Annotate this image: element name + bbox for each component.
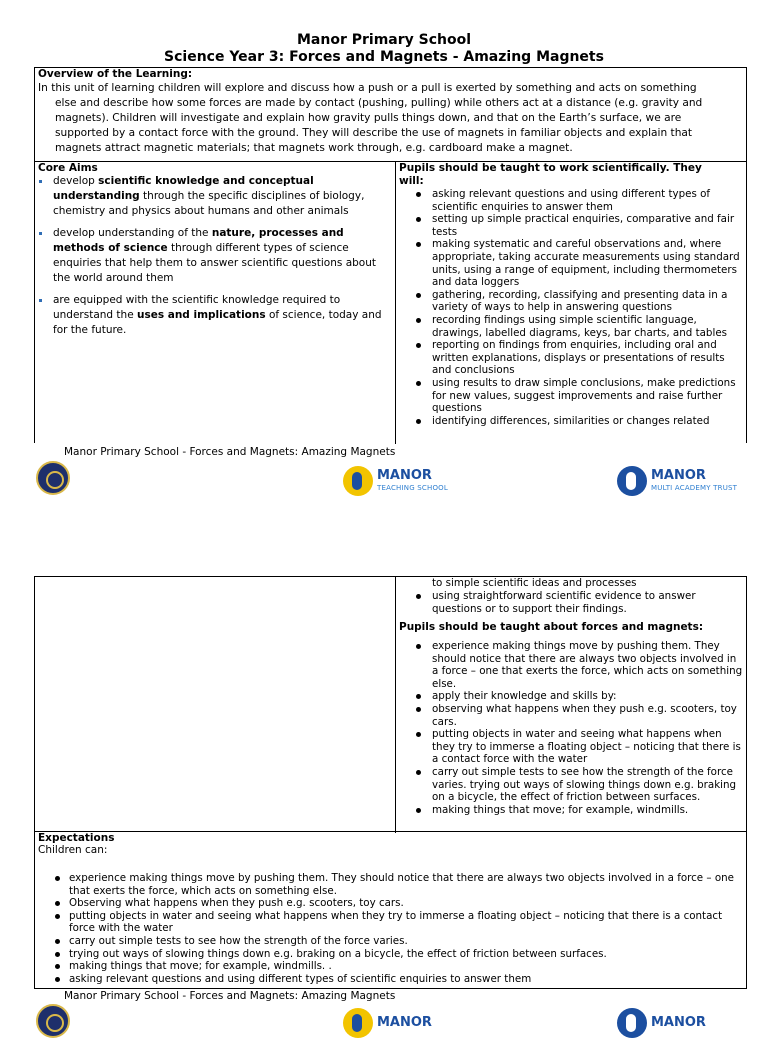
list-item: apply their knowledge and skills by: — [396, 690, 744, 703]
logo-name: MANOR — [651, 467, 706, 483]
school-crest-logo — [36, 1004, 70, 1038]
continued-table — [34, 576, 747, 832]
footer-text: Manor Primary School - Forces and Magnets: Amazing Magnets — [64, 990, 396, 1002]
expectations-heading: Expectations — [38, 832, 115, 844]
list-item: using results to draw simple conclusions, make predictions for new values, suggest improvements and raise further questions — [396, 377, 746, 415]
manor-figure-icon — [617, 466, 647, 496]
teaching-school-logo — [343, 466, 448, 496]
forces-magnets-list — [396, 640, 744, 816]
overview-heading: Overview of the Learning: — [38, 68, 193, 80]
manor-figure-icon — [343, 1008, 373, 1038]
list-item: carry out simple tests to see how the strength of the force varies. — [35, 935, 735, 948]
continued-list — [396, 590, 741, 615]
logo-name: MANOR — [377, 1015, 432, 1030]
overview-line: In this unit of learning children will explore and discuss how a push or a pull is exerted by something and acts on something — [38, 82, 697, 94]
overview-line: magnets attract magnetic materials; that magnets work through, e.g. cardboard make a magnet. — [55, 142, 573, 154]
overview-text — [38, 81, 702, 156]
manor-figure-icon — [343, 466, 373, 496]
core-aims-heading: Core Aims — [38, 162, 98, 174]
list-item: carry out simple tests to see how the strength of the force varies. trying out ways of slowing things down e.g. braking on a bicycle, the effect of friction between surfaces. — [396, 766, 744, 804]
list-item: asking relevant questions and using different types of scientific enquiries to answer them — [35, 973, 735, 986]
list-item: are equipped with the scientific knowledge required to understand the uses and implications of science, today and for the future. — [35, 293, 385, 338]
school-crest-logo — [36, 461, 70, 495]
list-item: putting objects in water and seeing what happens when they try to immerse a floating object – noticing that there is a contact force with the water — [35, 910, 735, 935]
overview-line: supported by a contact force with the ground. They will describe the use of magnets in familiar objects and explain that — [55, 127, 693, 139]
work-scientifically-list — [396, 188, 746, 427]
logo-subtitle: MULTI ACADEMY TRUST — [651, 483, 738, 492]
logo-name: MANOR — [651, 1015, 706, 1030]
list-item: develop scientific knowledge and conceptual understanding through the specific disciplines of biology, chemistry and physics about humans and other animals — [35, 174, 385, 219]
logo-subtitle: TEACHING SCHOOL — [377, 483, 448, 492]
footer-text: Manor Primary School - Forces and Magnets: Amazing Magnets — [64, 446, 396, 458]
list-item: reporting on findings from enquiries, including oral and written explanations, displays or presentations of results and conclusions — [396, 339, 746, 377]
aims-table — [34, 161, 747, 443]
list-item: recording findings using simple scientific language, drawings, labelled diagrams, keys, bar charts, and tables — [396, 314, 746, 339]
continued-line: to simple scientific ideas and processes — [432, 577, 637, 589]
list-item: Observing what happens when they push e.g. scooters, toy cars. — [35, 897, 735, 910]
list-item: experience making things move by pushing them. They should notice that there are always two objects involved in a force – one that exerts the force, which acts on something else. — [35, 872, 735, 897]
list-item: using straightforward scientific evidence to answer questions or to support their findings. — [396, 590, 741, 615]
overview-box — [34, 67, 747, 162]
expectations-list — [35, 872, 735, 985]
core-aims-list — [35, 174, 385, 345]
list-item: observing what happens when they push e.g. scooters, toy cars. — [396, 703, 744, 728]
overview-line: else and describe how some forces are made by contact (pushing, pulling) while others act at a distance (e.g. gravity and — [55, 97, 703, 109]
list-item: trying out ways of slowing things down e.g. braking on a bicycle, the effect of friction between surfaces. — [35, 948, 735, 961]
academy-trust-logo — [617, 1008, 706, 1038]
work-scientifically-heading: Pupils should be taught to work scientifically. They will: — [399, 162, 702, 187]
list-item: making things that move; for example, windmills. — [396, 804, 744, 817]
expectations-box — [34, 831, 747, 989]
list-item: making things that move; for example, windmills. . — [35, 960, 735, 973]
list-item: gathering, recording, classifying and presenting data in a variety of ways to help in answering questions — [396, 289, 746, 314]
forces-magnets-heading: Pupils should be taught about forces and magnets: — [399, 621, 704, 633]
teaching-school-logo — [343, 1008, 432, 1038]
academy-trust-logo — [617, 466, 737, 496]
logo-name: MANOR — [377, 467, 432, 483]
list-item: putting objects in water and seeing what happens when they try to immerse a floating object – noticing that there is a contact force with the water — [396, 728, 744, 766]
list-item: making systematic and careful observations and, where appropriate, taking accurate measurements using standard units, using a range of equipment, including thermometers and data loggers — [396, 238, 746, 288]
unit-title: Science Year 3: Forces and Magnets - Amazing Magnets — [164, 49, 604, 65]
list-item: develop understanding of the nature, processes and methods of science through different types of science enquiries that help them to answer scientific questions about the world around them — [35, 226, 385, 286]
overview-line: magnets). Children will investigate and explain how gravity pulls things down, and that on the Earth’s surface, we are — [55, 112, 682, 124]
list-item: setting up simple practical enquiries, comparative and fair tests — [396, 213, 746, 238]
list-item: experience making things move by pushing them. They should notice that there are always two objects involved in a force – one that exerts the force, which acts on something else. — [396, 640, 744, 690]
list-item: asking relevant questions and using different types of scientific enquiries to answer them — [396, 188, 746, 213]
expectations-intro: Children can: — [38, 844, 108, 856]
school-title: Manor Primary School — [296, 32, 472, 48]
manor-figure-icon — [617, 1008, 647, 1038]
list-item: identifying differences, similarities or changes related — [396, 415, 746, 428]
